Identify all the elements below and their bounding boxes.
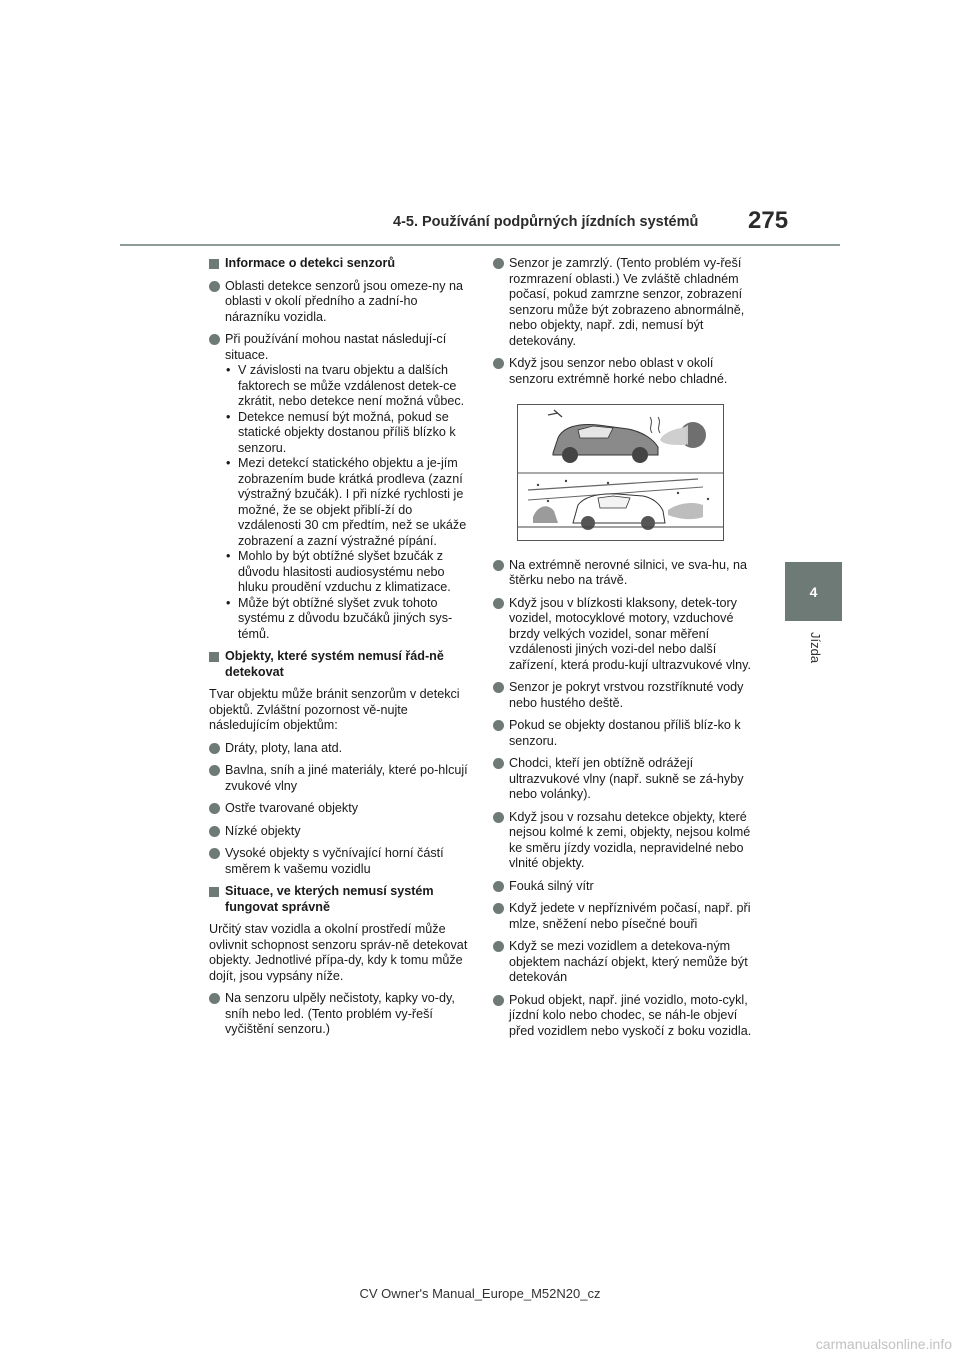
circle-bullet-icon <box>493 358 504 369</box>
list-item: Nízké objekty <box>209 824 471 840</box>
page-number: 275 <box>748 207 789 234</box>
header-divider <box>120 244 840 246</box>
circle-bullet-icon <box>493 720 504 731</box>
list-item: Senzor je zamrzlý. (Tento problém vy-řeší rozmrazení oblasti.) Ve zvláště chladném počasí, pokud zamrzne senzor, zobrazení senzoru může být zobrazeno abnormálně, nebo objekty, např. zdi, nemusí být detekovány. <box>493 256 755 349</box>
list-item: Když jsou v rozsahu detekce objekty, které nejsou kolmé k zemi, objekty, nejsou kolmé ke směru jízdy vozidla, nepravidelné nebo vlnité objekty. <box>493 810 755 872</box>
sub-list-item: • Může být obtížné slyšet zvuk tohoto systému z důvodu bzučáků jiných sys-témů. <box>225 596 471 643</box>
circle-bullet-icon <box>493 560 504 571</box>
paragraph: Určitý stav vozidla a okolní prostředí může ovlivnit schopnost senzoru správ-ně detekovat objekty. Jednotlivé přípa-dy, kdy k tomu může dojít, jsou vypsány níže. <box>209 922 468 983</box>
watermark[interactable]: carmanualsonline.info <box>815 1336 952 1352</box>
circle-bullet-icon <box>209 765 220 776</box>
chapter-label: Jízda <box>808 632 823 664</box>
list-item: Chodci, kteří jen obtížně odrážejí ultrazvukové vlny (např. sukně se zá-hyby nebo volánky). <box>493 756 755 803</box>
footer-text: CV Owner's Manual_Europe_M52N20_cz <box>359 1286 601 1301</box>
circle-bullet-icon <box>493 903 504 914</box>
list-item: Fouká silný vítr <box>493 879 755 895</box>
list-item: Vysoké objekty s vyčnívající horní částí směrem k vašemu vozidlu <box>209 846 471 877</box>
sub-list-item: • Mezi detekcí statického objektu a je-jím zobrazením bude krátká prodleva (zazní výstražný bzučák). I při nízké rychlosti je možné, že se objekt přiblí-ží do vzdálenosti 30 cm předtím, než se ukáže zobrazení a zazní výstražné pípání. <box>225 456 471 549</box>
list-item: Oblasti detekce senzorů jsou omeze-ny na oblasti v okolí předního a zadní-ho nárazníku vozidla. <box>209 279 471 326</box>
list-item: Na extrémně nerovné silnici, ve sva-hu, na štěrku nebo na trávě. <box>493 558 755 589</box>
list-item: Pokud se objekty dostanou příliš blíz-ko k senzoru. <box>493 718 755 749</box>
circle-bullet-icon <box>493 995 504 1006</box>
list-item: Senzor je pokryt vrstvou rozstříknuté vody nebo hustého deště. <box>493 680 755 711</box>
circle-bullet-icon <box>493 881 504 892</box>
paragraph: Tvar objektu může bránit senzorům v detekci objektů. Zvláštní pozornost vě-nujte následujícím objektům: <box>209 687 460 732</box>
chapter-tab[interactable] <box>785 562 842 621</box>
circle-bullet-icon <box>493 598 504 609</box>
chapter-number: 4 <box>809 583 818 600</box>
left-column <box>209 256 471 1045</box>
list-item: Když jsou senzor nebo oblast v okolí senzoru extrémně horké nebo chladné. <box>493 356 755 387</box>
circle-bullet-icon <box>493 812 504 823</box>
square-bullet-icon <box>209 652 219 662</box>
section-header: 4-5. Používání podpůrných jízdních systémů <box>393 214 699 230</box>
section-heading: Informace o detekci senzorů <box>209 256 471 272</box>
list-item: Pokud objekt, např. jiné vozidlo, moto-cykl, jízdní kolo nebo chodec, se náh-le objeví před vozidlem nebo vyskočí z boku vozidla. <box>493 993 755 1040</box>
sensor-conditions-illustration <box>517 404 724 541</box>
circle-bullet-icon <box>493 682 504 693</box>
sub-list-item: • Mohlo by být obtížné slyšet bzučák z důvodu hlasitosti audiosystému nebo hluku proudění vzduchu z klimatizace. <box>225 549 471 596</box>
circle-bullet-icon <box>209 334 220 345</box>
square-bullet-icon <box>209 259 219 269</box>
circle-bullet-icon <box>493 941 504 952</box>
circle-bullet-icon <box>209 743 220 754</box>
list-item: Bavlna, sníh a jiné materiály, které po-hlcují zvukové vlny <box>209 763 471 794</box>
sub-list-item: • V závislosti na tvaru objektu a dalších faktorech se může vzdálenost detek-ce zkrátit, nebo detekce není možná vůbec. <box>225 363 471 410</box>
sub-list <box>225 363 471 642</box>
circle-bullet-icon <box>209 281 220 292</box>
section-heading: Objekty, které systém nemusí řád-ně detekovat <box>209 649 471 680</box>
square-bullet-icon <box>209 887 219 897</box>
circle-bullet-icon <box>493 258 504 269</box>
circle-bullet-icon <box>493 758 504 769</box>
list-item: Když jedete v nepříznivém počasí, např. při mlze, sněžení nebo písečné bouři <box>493 901 755 932</box>
circle-bullet-icon <box>209 993 220 1004</box>
list-item: Na senzoru ulpěly nečistoty, kapky vo-dy, sníh nebo led. (Tento problém vy-řeší vyčištění senzoru.) <box>209 991 471 1038</box>
circle-bullet-icon <box>209 848 220 859</box>
list-item: Dráty, ploty, lana atd. <box>209 741 471 757</box>
sub-list-item: • Detekce nemusí být možná, pokud se statické objekty dostanou příliš blízko k senzoru. <box>225 410 471 457</box>
list-item: Ostře tvarované objekty <box>209 801 471 817</box>
circle-bullet-icon <box>209 803 220 814</box>
list-item: Když jsou v blízkosti klaksony, detek-tory vozidel, motocyklové motory, vzduchové brzdy velkých vozidel, sonar měření vzdálenosti jiných vozi-del nebo další zařízení, která produ-kují ultrazvukové vlny. <box>493 596 755 674</box>
list-item: Při používání mohou nastat následují-cí situace. • V závislosti na tvaru objektu a dalších faktorech se může vzdálenost detek-ce zkrátit, nebo detekce není možná vůbec. • Detekce nemusí být možná, pokud se statické objekty dostanou příliš blízko k senzoru. • Mezi detekcí statického objektu a je-jím zobrazením bude krátká prodleva (zazní výstražný bzučák). I při nízké rychlosti je možné, že se objekt přiblí-ží do vzdálenosti 30 cm předtím, než se ukáže zobrazení a zazní výstražné pípání. • Mohlo by být obtížné slyšet bzučák z důvodu hlasitosti audiosystému nebo hluku proudění vzduchu z klimatizace. • Může být obtížné slyšet zvuk tohoto systému z důvodu bzučáků jiných sys-témů. <box>209 332 471 642</box>
right-column <box>493 256 755 1046</box>
list-item: Když se mezi vozidlem a detekova-ným objektem nachází objekt, který nemůže být detekován <box>493 939 755 986</box>
section-heading: Situace, ve kterých nemusí systém fungovat správně <box>209 884 471 915</box>
circle-bullet-icon <box>209 826 220 837</box>
